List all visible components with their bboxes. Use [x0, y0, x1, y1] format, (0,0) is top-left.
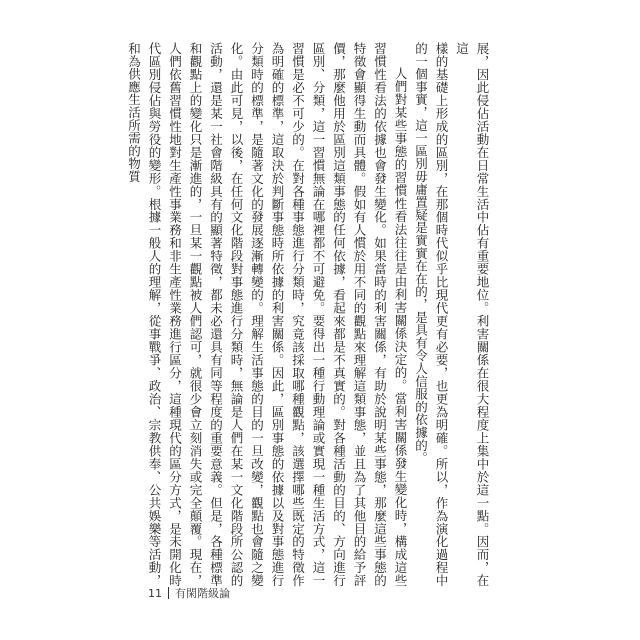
footer-divider — [168, 587, 169, 599]
book-title: 有閑階級論 — [175, 587, 230, 600]
page-number: 11 — [148, 586, 162, 600]
paragraph-continuation-line: 展，因此侵佔活動在日常生活中佔有重要地位。利害關係在很大程度上集中於這一點。因而，在這 — [454, 42, 490, 587]
vertical-text-body — [126, 42, 492, 587]
page-footer — [148, 585, 230, 601]
paragraph-continuation: 樣的基礎上形成的區別，在那個時代似乎比現代更有必要，也更為明確。所以，作為演化過程中的一個事實，這一區別毋庸置疑是實實在在的，是具有令人信服的依據的。 — [413, 42, 449, 587]
paragraph-main: 人們對某些事態的習慣性看法往往是由利害關係決定的。當利害關係發生變化時，構成這些習慣性看法的依據也會發生變化。如果當時的利害關係，有助於說明某些事態，那麼這些事態的特徵會顯得生動而具體。假如有人慣於用不同的觀點來理解這類事態，並且為了其他目的給予評價，那麼他用於區別這類事態的任何依據，看起來都是不真實的。對各種活動的目的、方向進行區別、分類，這一習慣無論在哪裡都不可避免。要得出一種行動理論或實現一種生活方式，這一習慣是必不可少的。在對各種事態進行分類時，究竟該採取哪種觀點，該選擇哪些既定的特徵作為明確的標準，這取決於判斷事態時所依據的利害關係。因此，區別事態的依據以及對事態進行分類時的標準，是隨著文化的發展逐漸轉變的。理解生活事態的目的一旦改變，觀點也會隨之變化。由此可見，以後，在任何文化階段對事態進行分類時，無論是人們在某一文化階段所公認的活動，還是某一社會階級具有的顯著特徵，都未必還具有同等程度的重要意義。但是，各種標準和觀點上的變化只是漸進的，一旦某一觀點被人們認可，就很少會立刻消失或完全顛覆。現在，人們依舊習慣性地對生產性事業務和非生產性業務進行區分，這種現代的區分方式，是未開化時代區別侵佔與勞役的變形。根據一般人的理解，從事戰爭、政治、宗教供奉、公共娛樂等活動，和為供應生活所需的物質 — [126, 42, 408, 587]
